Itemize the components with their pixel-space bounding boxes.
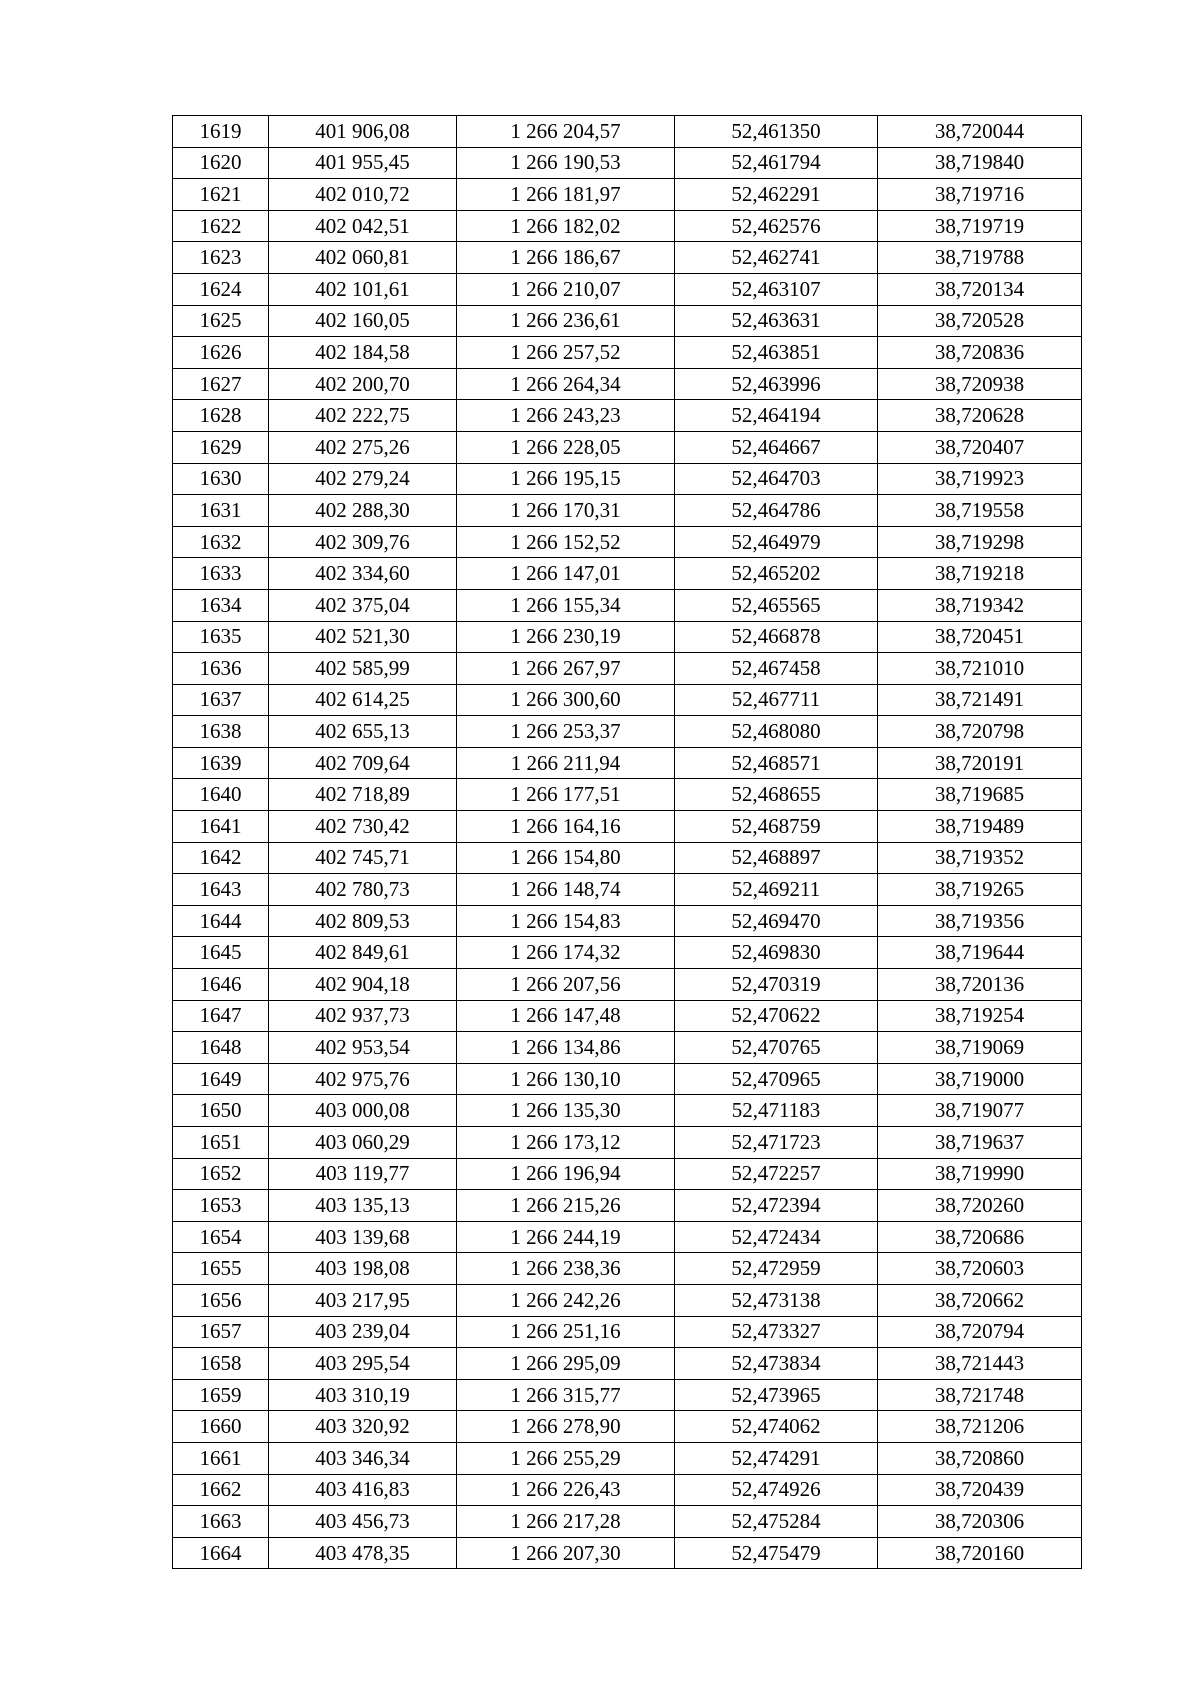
table-row xyxy=(173,589,1082,621)
x-coordinate-cell: 402 042,51 xyxy=(269,210,457,242)
latitude-cell: 52,469211 xyxy=(675,874,878,906)
longitude-cell: 38,719352 xyxy=(878,842,1082,874)
y-coordinate-cell: 1 266 217,28 xyxy=(457,1506,675,1538)
x-coordinate-cell: 402 718,89 xyxy=(269,779,457,811)
x-coordinate-cell: 402 010,72 xyxy=(269,179,457,211)
table-row xyxy=(173,1158,1082,1190)
y-coordinate-cell: 1 266 155,34 xyxy=(457,589,675,621)
longitude-cell: 38,719265 xyxy=(878,874,1082,906)
latitude-cell: 52,461794 xyxy=(675,147,878,179)
x-coordinate-cell: 401 955,45 xyxy=(269,147,457,179)
longitude-cell: 38,720528 xyxy=(878,305,1082,337)
table-row xyxy=(173,1190,1082,1222)
x-coordinate-cell: 402 309,76 xyxy=(269,526,457,558)
table-row xyxy=(173,1063,1082,1095)
longitude-cell: 38,719342 xyxy=(878,589,1082,621)
x-coordinate-cell: 402 060,81 xyxy=(269,242,457,274)
latitude-cell: 52,473327 xyxy=(675,1316,878,1348)
point-number-cell: 1641 xyxy=(173,811,269,843)
table-row xyxy=(173,1253,1082,1285)
y-coordinate-cell: 1 266 300,60 xyxy=(457,684,675,716)
x-coordinate-cell: 402 288,30 xyxy=(269,495,457,527)
x-coordinate-cell: 402 101,61 xyxy=(269,273,457,305)
point-number-cell: 1662 xyxy=(173,1474,269,1506)
y-coordinate-cell: 1 266 147,01 xyxy=(457,558,675,590)
x-coordinate-cell: 402 160,05 xyxy=(269,305,457,337)
x-coordinate-cell: 402 904,18 xyxy=(269,969,457,1001)
latitude-cell: 52,473138 xyxy=(675,1284,878,1316)
point-number-cell: 1649 xyxy=(173,1063,269,1095)
table-row xyxy=(173,1316,1082,1348)
longitude-cell: 38,720794 xyxy=(878,1316,1082,1348)
longitude-cell: 38,719218 xyxy=(878,558,1082,590)
point-number-cell: 1647 xyxy=(173,1000,269,1032)
point-number-cell: 1637 xyxy=(173,684,269,716)
y-coordinate-cell: 1 266 174,32 xyxy=(457,937,675,969)
x-coordinate-cell: 402 614,25 xyxy=(269,684,457,716)
x-coordinate-cell: 402 937,73 xyxy=(269,1000,457,1032)
latitude-cell: 52,463107 xyxy=(675,273,878,305)
latitude-cell: 52,472257 xyxy=(675,1158,878,1190)
longitude-cell: 38,721206 xyxy=(878,1411,1082,1443)
x-coordinate-cell: 402 275,26 xyxy=(269,431,457,463)
point-number-cell: 1620 xyxy=(173,147,269,179)
latitude-cell: 52,470765 xyxy=(675,1032,878,1064)
table-row xyxy=(173,1284,1082,1316)
y-coordinate-cell: 1 266 164,16 xyxy=(457,811,675,843)
latitude-cell: 52,474291 xyxy=(675,1442,878,1474)
table-row xyxy=(173,621,1082,653)
longitude-cell: 38,719840 xyxy=(878,147,1082,179)
y-coordinate-cell: 1 266 243,23 xyxy=(457,400,675,432)
table-row xyxy=(173,1000,1082,1032)
x-coordinate-cell: 402 222,75 xyxy=(269,400,457,432)
point-number-cell: 1636 xyxy=(173,653,269,685)
longitude-cell: 38,720160 xyxy=(878,1537,1082,1569)
point-number-cell: 1630 xyxy=(173,463,269,495)
point-number-cell: 1635 xyxy=(173,621,269,653)
table-row xyxy=(173,242,1082,274)
x-coordinate-cell: 403 119,77 xyxy=(269,1158,457,1190)
x-coordinate-cell: 402 375,04 xyxy=(269,589,457,621)
longitude-cell: 38,720662 xyxy=(878,1284,1082,1316)
longitude-cell: 38,720628 xyxy=(878,400,1082,432)
y-coordinate-cell: 1 266 215,26 xyxy=(457,1190,675,1222)
longitude-cell: 38,720191 xyxy=(878,747,1082,779)
latitude-cell: 52,463851 xyxy=(675,337,878,369)
longitude-cell: 38,719685 xyxy=(878,779,1082,811)
longitude-cell: 38,719637 xyxy=(878,1127,1082,1159)
x-coordinate-cell: 402 334,60 xyxy=(269,558,457,590)
longitude-cell: 38,721010 xyxy=(878,653,1082,685)
table-row xyxy=(173,1442,1082,1474)
x-coordinate-cell: 402 809,53 xyxy=(269,905,457,937)
y-coordinate-cell: 1 266 181,97 xyxy=(457,179,675,211)
latitude-cell: 52,473965 xyxy=(675,1379,878,1411)
longitude-cell: 38,719489 xyxy=(878,811,1082,843)
y-coordinate-cell: 1 266 228,05 xyxy=(457,431,675,463)
point-number-cell: 1633 xyxy=(173,558,269,590)
x-coordinate-cell: 403 295,54 xyxy=(269,1348,457,1380)
longitude-cell: 38,720451 xyxy=(878,621,1082,653)
x-coordinate-cell: 403 239,04 xyxy=(269,1316,457,1348)
latitude-cell: 52,463631 xyxy=(675,305,878,337)
x-coordinate-cell: 403 416,83 xyxy=(269,1474,457,1506)
table-row xyxy=(173,1095,1082,1127)
point-number-cell: 1626 xyxy=(173,337,269,369)
latitude-cell: 52,471723 xyxy=(675,1127,878,1159)
longitude-cell: 38,720134 xyxy=(878,273,1082,305)
point-number-cell: 1651 xyxy=(173,1127,269,1159)
x-coordinate-cell: 402 184,58 xyxy=(269,337,457,369)
latitude-cell: 52,464703 xyxy=(675,463,878,495)
x-coordinate-cell: 402 585,99 xyxy=(269,653,457,685)
latitude-cell: 52,471183 xyxy=(675,1095,878,1127)
table-row xyxy=(173,179,1082,211)
x-coordinate-cell: 403 478,35 xyxy=(269,1537,457,1569)
latitude-cell: 52,472394 xyxy=(675,1190,878,1222)
point-number-cell: 1623 xyxy=(173,242,269,274)
longitude-cell: 38,720836 xyxy=(878,337,1082,369)
latitude-cell: 52,465202 xyxy=(675,558,878,590)
latitude-cell: 52,464667 xyxy=(675,431,878,463)
latitude-cell: 52,462291 xyxy=(675,179,878,211)
table-row xyxy=(173,526,1082,558)
y-coordinate-cell: 1 266 315,77 xyxy=(457,1379,675,1411)
x-coordinate-cell: 402 279,24 xyxy=(269,463,457,495)
latitude-cell: 52,463996 xyxy=(675,368,878,400)
point-number-cell: 1619 xyxy=(173,116,269,148)
point-number-cell: 1642 xyxy=(173,842,269,874)
point-number-cell: 1652 xyxy=(173,1158,269,1190)
y-coordinate-cell: 1 266 226,43 xyxy=(457,1474,675,1506)
coordinates-table-body xyxy=(173,116,1082,1569)
latitude-cell: 52,470622 xyxy=(675,1000,878,1032)
table-row xyxy=(173,463,1082,495)
x-coordinate-cell: 403 135,13 xyxy=(269,1190,457,1222)
latitude-cell: 52,473834 xyxy=(675,1348,878,1380)
y-coordinate-cell: 1 266 295,09 xyxy=(457,1348,675,1380)
y-coordinate-cell: 1 266 148,74 xyxy=(457,874,675,906)
y-coordinate-cell: 1 266 134,86 xyxy=(457,1032,675,1064)
latitude-cell: 52,470965 xyxy=(675,1063,878,1095)
y-coordinate-cell: 1 266 204,57 xyxy=(457,116,675,148)
table-row xyxy=(173,431,1082,463)
latitude-cell: 52,469470 xyxy=(675,905,878,937)
table-row xyxy=(173,1379,1082,1411)
longitude-cell: 38,721443 xyxy=(878,1348,1082,1380)
latitude-cell: 52,474926 xyxy=(675,1474,878,1506)
longitude-cell: 38,719719 xyxy=(878,210,1082,242)
table-row xyxy=(173,684,1082,716)
y-coordinate-cell: 1 266 195,15 xyxy=(457,463,675,495)
longitude-cell: 38,719077 xyxy=(878,1095,1082,1127)
x-coordinate-cell: 402 730,42 xyxy=(269,811,457,843)
point-number-cell: 1624 xyxy=(173,273,269,305)
table-row xyxy=(173,969,1082,1001)
y-coordinate-cell: 1 266 242,26 xyxy=(457,1284,675,1316)
y-coordinate-cell: 1 266 267,97 xyxy=(457,653,675,685)
x-coordinate-cell: 402 709,64 xyxy=(269,747,457,779)
latitude-cell: 52,462576 xyxy=(675,210,878,242)
table-row xyxy=(173,305,1082,337)
table-row xyxy=(173,811,1082,843)
point-number-cell: 1640 xyxy=(173,779,269,811)
x-coordinate-cell: 403 139,68 xyxy=(269,1221,457,1253)
point-number-cell: 1644 xyxy=(173,905,269,937)
latitude-cell: 52,461350 xyxy=(675,116,878,148)
y-coordinate-cell: 1 266 196,94 xyxy=(457,1158,675,1190)
latitude-cell: 52,464979 xyxy=(675,526,878,558)
table-row xyxy=(173,937,1082,969)
point-number-cell: 1664 xyxy=(173,1537,269,1569)
longitude-cell: 38,721491 xyxy=(878,684,1082,716)
longitude-cell: 38,721748 xyxy=(878,1379,1082,1411)
point-number-cell: 1646 xyxy=(173,969,269,1001)
point-number-cell: 1621 xyxy=(173,179,269,211)
longitude-cell: 38,719990 xyxy=(878,1158,1082,1190)
latitude-cell: 52,464194 xyxy=(675,400,878,432)
point-number-cell: 1631 xyxy=(173,495,269,527)
table-row xyxy=(173,273,1082,305)
table-row xyxy=(173,147,1082,179)
latitude-cell: 52,470319 xyxy=(675,969,878,1001)
point-number-cell: 1656 xyxy=(173,1284,269,1316)
longitude-cell: 38,719558 xyxy=(878,495,1082,527)
latitude-cell: 52,468571 xyxy=(675,747,878,779)
point-number-cell: 1625 xyxy=(173,305,269,337)
y-coordinate-cell: 1 266 190,53 xyxy=(457,147,675,179)
y-coordinate-cell: 1 266 257,52 xyxy=(457,337,675,369)
latitude-cell: 52,468759 xyxy=(675,811,878,843)
table-row xyxy=(173,558,1082,590)
x-coordinate-cell: 403 346,34 xyxy=(269,1442,457,1474)
longitude-cell: 38,720798 xyxy=(878,716,1082,748)
table-row xyxy=(173,842,1082,874)
point-number-cell: 1632 xyxy=(173,526,269,558)
latitude-cell: 52,469830 xyxy=(675,937,878,969)
longitude-cell: 38,720136 xyxy=(878,969,1082,1001)
table-row xyxy=(173,716,1082,748)
x-coordinate-cell: 403 198,08 xyxy=(269,1253,457,1285)
longitude-cell: 38,720938 xyxy=(878,368,1082,400)
latitude-cell: 52,475479 xyxy=(675,1537,878,1569)
latitude-cell: 52,472959 xyxy=(675,1253,878,1285)
latitude-cell: 52,466878 xyxy=(675,621,878,653)
point-number-cell: 1659 xyxy=(173,1379,269,1411)
table-row xyxy=(173,368,1082,400)
point-number-cell: 1653 xyxy=(173,1190,269,1222)
x-coordinate-cell: 402 200,70 xyxy=(269,368,457,400)
table-row xyxy=(173,1537,1082,1569)
y-coordinate-cell: 1 266 253,37 xyxy=(457,716,675,748)
point-number-cell: 1638 xyxy=(173,716,269,748)
longitude-cell: 38,719716 xyxy=(878,179,1082,211)
x-coordinate-cell: 403 456,73 xyxy=(269,1506,457,1538)
x-coordinate-cell: 402 745,71 xyxy=(269,842,457,874)
latitude-cell: 52,468080 xyxy=(675,716,878,748)
y-coordinate-cell: 1 266 207,56 xyxy=(457,969,675,1001)
longitude-cell: 38,720439 xyxy=(878,1474,1082,1506)
latitude-cell: 52,475284 xyxy=(675,1506,878,1538)
latitude-cell: 52,472434 xyxy=(675,1221,878,1253)
longitude-cell: 38,719254 xyxy=(878,1000,1082,1032)
table-row xyxy=(173,495,1082,527)
point-number-cell: 1660 xyxy=(173,1411,269,1443)
table-row xyxy=(173,779,1082,811)
point-number-cell: 1622 xyxy=(173,210,269,242)
point-number-cell: 1628 xyxy=(173,400,269,432)
x-coordinate-cell: 403 060,29 xyxy=(269,1127,457,1159)
point-number-cell: 1648 xyxy=(173,1032,269,1064)
point-number-cell: 1627 xyxy=(173,368,269,400)
point-number-cell: 1663 xyxy=(173,1506,269,1538)
y-coordinate-cell: 1 266 130,10 xyxy=(457,1063,675,1095)
point-number-cell: 1634 xyxy=(173,589,269,621)
y-coordinate-cell: 1 266 238,36 xyxy=(457,1253,675,1285)
y-coordinate-cell: 1 266 170,31 xyxy=(457,495,675,527)
table-row xyxy=(173,337,1082,369)
latitude-cell: 52,465565 xyxy=(675,589,878,621)
point-number-cell: 1645 xyxy=(173,937,269,969)
table-row xyxy=(173,1474,1082,1506)
table-row xyxy=(173,210,1082,242)
table-row xyxy=(173,905,1082,937)
table-row xyxy=(173,400,1082,432)
longitude-cell: 38,719000 xyxy=(878,1063,1082,1095)
x-coordinate-cell: 402 975,76 xyxy=(269,1063,457,1095)
point-number-cell: 1655 xyxy=(173,1253,269,1285)
longitude-cell: 38,719298 xyxy=(878,526,1082,558)
longitude-cell: 38,719644 xyxy=(878,937,1082,969)
y-coordinate-cell: 1 266 236,61 xyxy=(457,305,675,337)
latitude-cell: 52,468897 xyxy=(675,842,878,874)
longitude-cell: 38,720860 xyxy=(878,1442,1082,1474)
table-row xyxy=(173,1506,1082,1538)
y-coordinate-cell: 1 266 147,48 xyxy=(457,1000,675,1032)
y-coordinate-cell: 1 266 207,30 xyxy=(457,1537,675,1569)
y-coordinate-cell: 1 266 173,12 xyxy=(457,1127,675,1159)
y-coordinate-cell: 1 266 244,19 xyxy=(457,1221,675,1253)
latitude-cell: 52,464786 xyxy=(675,495,878,527)
latitude-cell: 52,474062 xyxy=(675,1411,878,1443)
longitude-cell: 38,720686 xyxy=(878,1221,1082,1253)
y-coordinate-cell: 1 266 264,34 xyxy=(457,368,675,400)
y-coordinate-cell: 1 266 230,19 xyxy=(457,621,675,653)
y-coordinate-cell: 1 266 152,52 xyxy=(457,526,675,558)
longitude-cell: 38,719069 xyxy=(878,1032,1082,1064)
longitude-cell: 38,720603 xyxy=(878,1253,1082,1285)
longitude-cell: 38,720407 xyxy=(878,431,1082,463)
longitude-cell: 38,720260 xyxy=(878,1190,1082,1222)
x-coordinate-cell: 402 780,73 xyxy=(269,874,457,906)
y-coordinate-cell: 1 266 255,29 xyxy=(457,1442,675,1474)
longitude-cell: 38,720306 xyxy=(878,1506,1082,1538)
y-coordinate-cell: 1 266 210,07 xyxy=(457,273,675,305)
x-coordinate-cell: 403 310,19 xyxy=(269,1379,457,1411)
y-coordinate-cell: 1 266 278,90 xyxy=(457,1411,675,1443)
table-row xyxy=(173,1221,1082,1253)
table-row xyxy=(173,1411,1082,1443)
y-coordinate-cell: 1 266 154,83 xyxy=(457,905,675,937)
y-coordinate-cell: 1 266 186,67 xyxy=(457,242,675,274)
point-number-cell: 1654 xyxy=(173,1221,269,1253)
x-coordinate-cell: 402 953,54 xyxy=(269,1032,457,1064)
y-coordinate-cell: 1 266 154,80 xyxy=(457,842,675,874)
table-row xyxy=(173,747,1082,779)
y-coordinate-cell: 1 266 177,51 xyxy=(457,779,675,811)
point-number-cell: 1639 xyxy=(173,747,269,779)
table-row xyxy=(173,116,1082,148)
table-row xyxy=(173,653,1082,685)
table-row xyxy=(173,874,1082,906)
x-coordinate-cell: 403 000,08 xyxy=(269,1095,457,1127)
point-number-cell: 1643 xyxy=(173,874,269,906)
latitude-cell: 52,467458 xyxy=(675,653,878,685)
table-row xyxy=(173,1127,1082,1159)
point-number-cell: 1650 xyxy=(173,1095,269,1127)
table-row xyxy=(173,1032,1082,1064)
table-row xyxy=(173,1348,1082,1380)
longitude-cell: 38,719923 xyxy=(878,463,1082,495)
x-coordinate-cell: 402 849,61 xyxy=(269,937,457,969)
x-coordinate-cell: 403 217,95 xyxy=(269,1284,457,1316)
x-coordinate-cell: 402 655,13 xyxy=(269,716,457,748)
point-number-cell: 1657 xyxy=(173,1316,269,1348)
point-number-cell: 1658 xyxy=(173,1348,269,1380)
latitude-cell: 52,462741 xyxy=(675,242,878,274)
longitude-cell: 38,720044 xyxy=(878,116,1082,148)
y-coordinate-cell: 1 266 251,16 xyxy=(457,1316,675,1348)
latitude-cell: 52,468655 xyxy=(675,779,878,811)
x-coordinate-cell: 401 906,08 xyxy=(269,116,457,148)
x-coordinate-cell: 403 320,92 xyxy=(269,1411,457,1443)
longitude-cell: 38,719356 xyxy=(878,905,1082,937)
y-coordinate-cell: 1 266 211,94 xyxy=(457,747,675,779)
point-number-cell: 1629 xyxy=(173,431,269,463)
point-number-cell: 1661 xyxy=(173,1442,269,1474)
coordinates-table xyxy=(172,115,1082,1569)
x-coordinate-cell: 402 521,30 xyxy=(269,621,457,653)
y-coordinate-cell: 1 266 182,02 xyxy=(457,210,675,242)
y-coordinate-cell: 1 266 135,30 xyxy=(457,1095,675,1127)
longitude-cell: 38,719788 xyxy=(878,242,1082,274)
latitude-cell: 52,467711 xyxy=(675,684,878,716)
